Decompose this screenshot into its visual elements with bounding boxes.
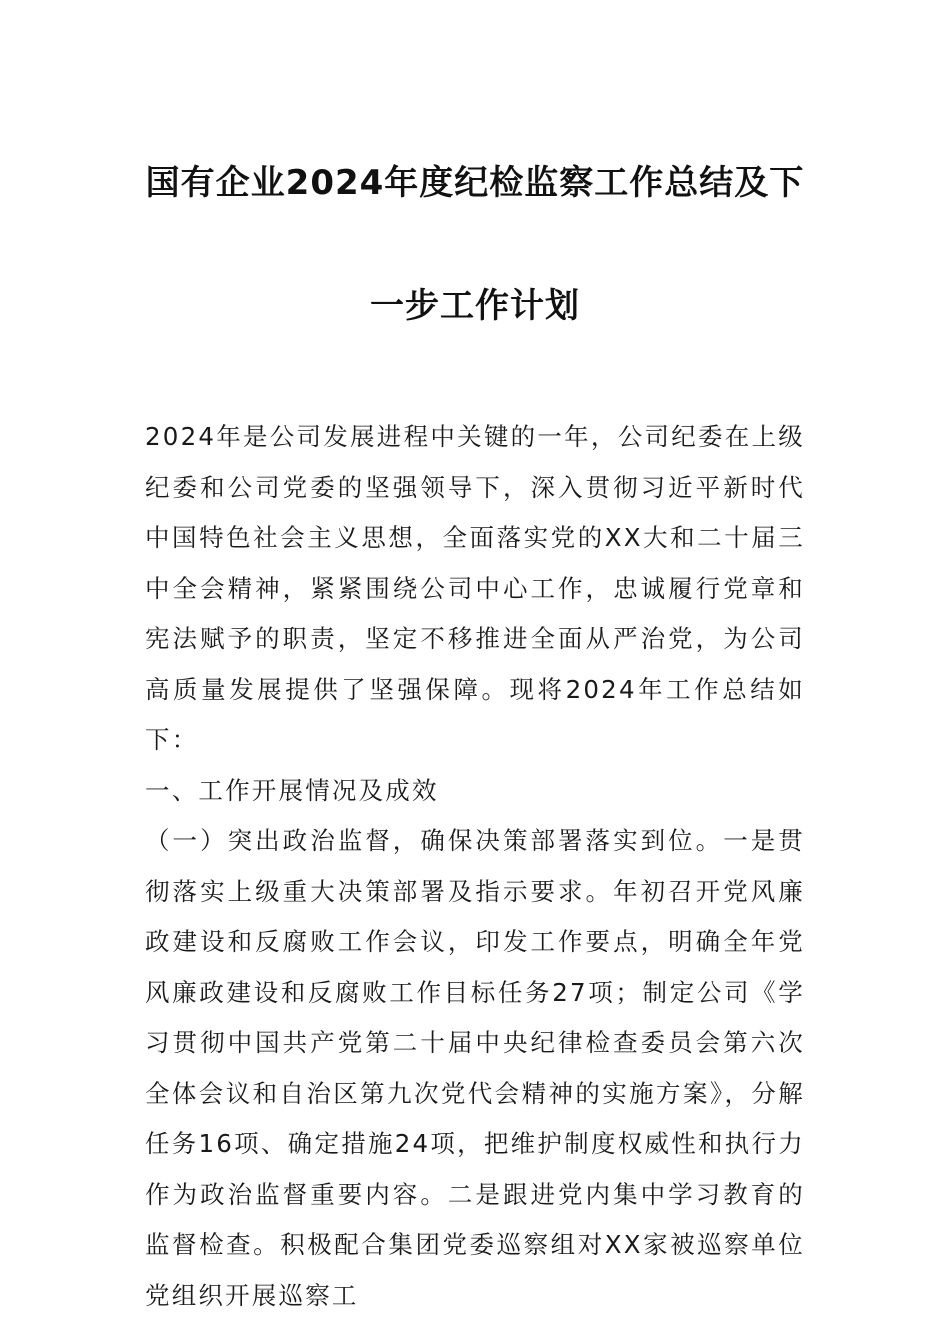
section-paragraph: （一）突出政治监督，确保决策部署落实到位。一是贯彻落实上级重大决策部署及指示要求。年初召开党风廉政建设和反腐败工作会议，印发工作要点，明确全年党风廉政建设和反腐败工作目标任务27项；制定公司《学习贯彻中国共产党第二十届中央纪律检查委员会第六次全体会议和自治区第九次党代会精神的实施方案》，分解任务16项、确定措施24项，把维护制度权威性和执行力作为政治监督重要内容。二是跟进党内集中学习教育的监督检查。积极配合集团党委巡察组对XX家被巡察单位党组织开展巡察工	[145, 826, 805, 1310]
intro-paragraph: 2024年是公司发展进程中关键的一年，公司纪委在上级纪委和公司党委的坚强领导下，深入贯彻习近平新时代中国特色社会主义思想，全面落实党的XX大和二十届三中全会精神，紧紧围绕公司中心工作，忠诚履行党章和宪法赋予的职责，坚定不移推进全面从严治党，为公司高质量发展提供了坚强保障。现将2024年工作总结如下：	[145, 422, 805, 754]
section-heading: 一、工作开展情况及成效	[145, 775, 439, 805]
document-title-line-1: 国有企业2024年度纪检监察工作总结及下	[145, 163, 805, 203]
document-body	[145, 412, 805, 1321]
document-title-line-2: 一步工作计划	[370, 286, 580, 326]
